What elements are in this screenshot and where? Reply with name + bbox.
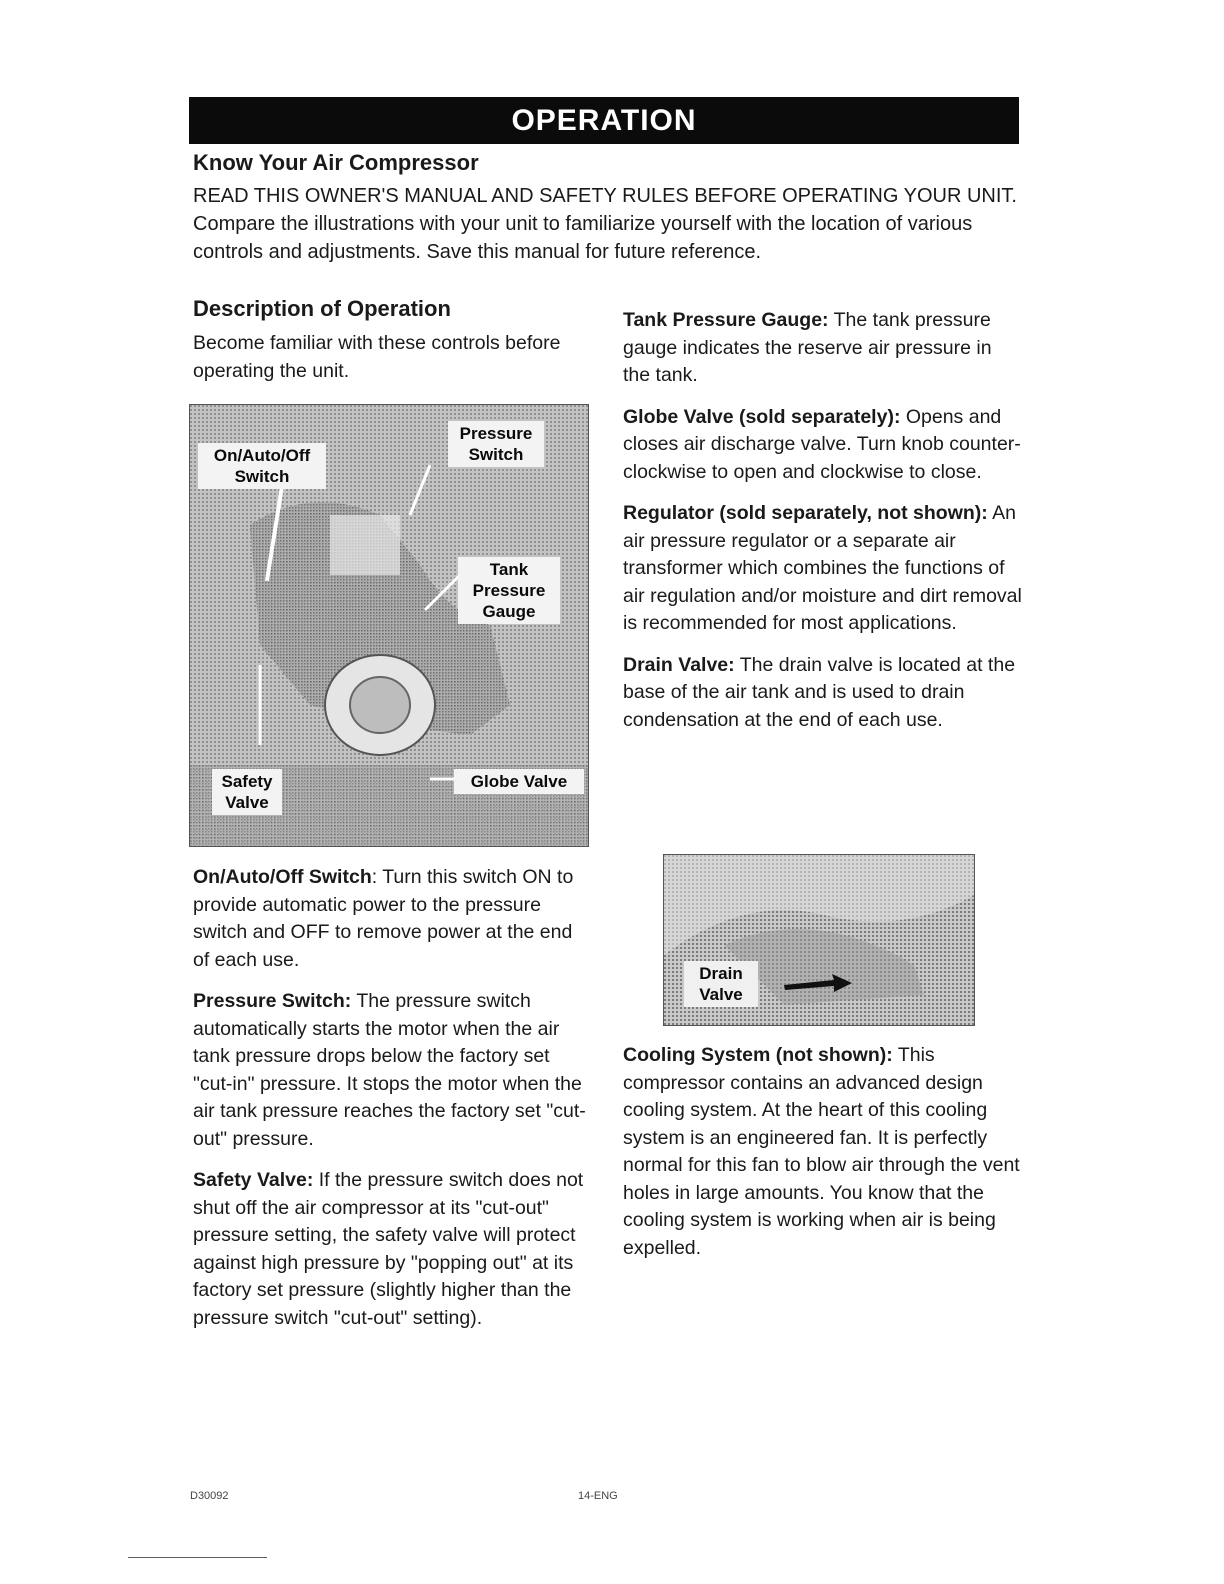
pressure-switch-label: Pressure Switch	[448, 421, 544, 467]
drain-valve-description: Drain Valve: The drain valve is located at the base of the air tank and is used to drain condensation at the end of each use.	[623, 653, 1016, 731]
know-heading: Know Your Air Compressor	[193, 150, 479, 175]
switch-label: On/Auto/Off Switch	[198, 443, 326, 489]
globe-valve-description: Globe Valve (sold separately): Opens and closes air discharge valve. Turn knob counter-clockwise to open and clockwise to close.	[623, 405, 1021, 483]
section-banner	[189, 97, 1019, 144]
regulator-description: Regulator (sold separately, not shown): An air pressure regulator or a separate air transformer which combines the functions of air regulation and/or moisture and dirt removal is recommended for most applications.	[623, 502, 1022, 634]
page-number: 14-ENG	[578, 1490, 618, 1502]
cooling-section	[623, 1042, 1023, 1276]
banner-title: OPERATION	[511, 104, 697, 137]
safety-valve-label: Safety Valve	[212, 769, 282, 815]
tank-gauge-label: Tank Pressure Gauge	[458, 557, 560, 624]
cooling-description: Cooling System (not shown): This compressor contains an advanced design cooling system. At the heart of this cooling system is an engineered fan. It is perfectly normal for this fan to blow air through the vent holes in large amounts. You know that the cooling system is working when air is being expelled.	[623, 1044, 1020, 1259]
right-column	[623, 307, 1023, 748]
switch-description: On/Auto/Off Switch: Turn this switch ON to provide automatic power to the pressure switch and OFF to remove power at the end of each use.	[193, 866, 574, 971]
pressure-switch-description: Pressure Switch: The pressure switch automatically starts the motor when the air tank pressure drops below the factory set "cut-in" pressure. It stops the motor when the air tank pressure reaches the factory set "cut-out" pressure.	[193, 990, 586, 1150]
safety-valve-description: Safety Valve: If the pressure switch does not shut off the air compressor at its "cut-out" pressure setting, the safety valve will protect against high pressure by "popping out" at its factory set pressure (slightly higher than the pressure switch "cut-out" setting).	[193, 1169, 584, 1329]
description-body: Become familiar with these controls before operating the unit.	[193, 332, 561, 382]
bottom-rule	[128, 1557, 267, 1558]
drain-valve-photo	[663, 854, 975, 1026]
description-heading: Description of Operation	[193, 296, 451, 321]
know-body: READ THIS OWNER'S MANUAL AND SAFETY RULES BEFORE OPERATING YOUR UNIT. Compare the illustrations with your unit to familiarize yourself with the location of various controls and adjustments. Save this manual for future reference.	[193, 185, 1017, 263]
drain-valve-label: Drain Valve	[684, 961, 758, 1007]
document-code: D30092	[190, 1490, 229, 1502]
compressor-photo	[189, 404, 589, 847]
left-column	[193, 864, 588, 1346]
tank-gauge-description: Tank Pressure Gauge: The tank pressure gauge indicates the reserve air pressure in the tank.	[623, 309, 992, 386]
globe-valve-label: Globe Valve	[454, 769, 584, 794]
